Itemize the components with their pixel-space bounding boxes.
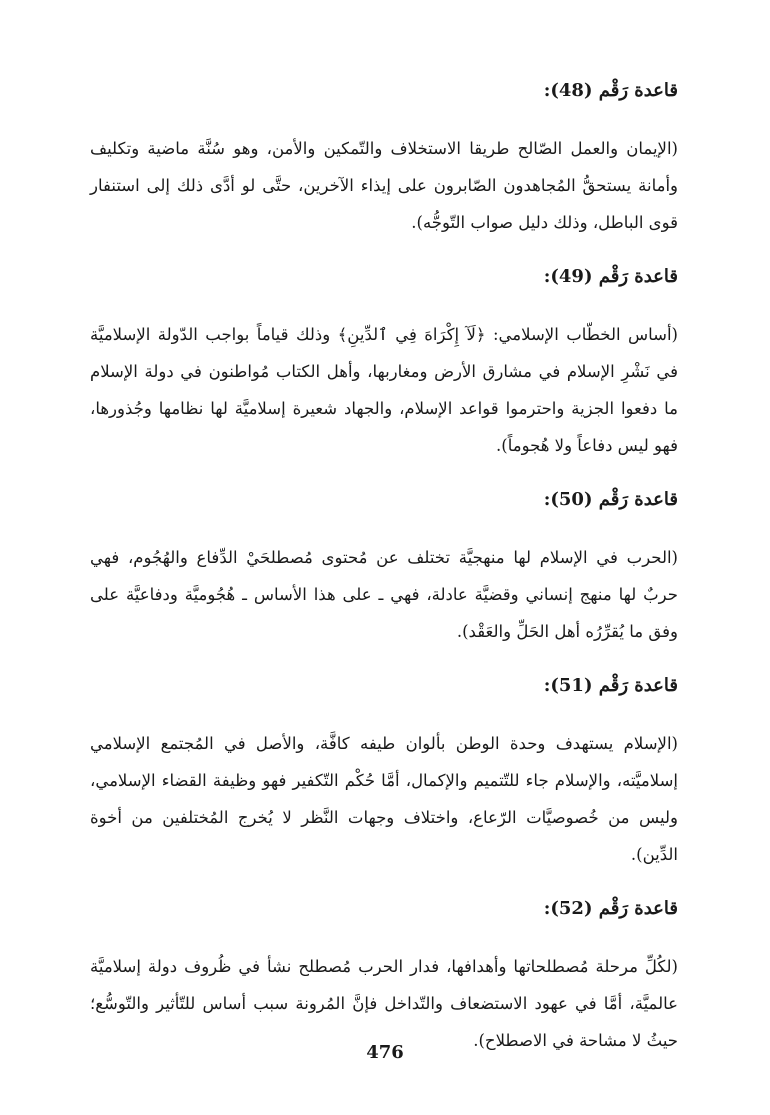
rule-text: (الحرب في الإسلام لها منهجيَّة تختلف عن مُحتوى مُصطلحَيْ الدِّفاع والهُجُوم، فهي حربٌ لها منهج إنساني وقضيَّة عادلة، فهي ـ على هذا الأساس ـ هُجُوميَّة ودفاعيَّة على وفق ما يُقرِّرُه أهل الحَلِّ والعَقْد). [90, 548, 678, 641]
rule-text: (لكُلِّ مرحلة مُصطلحاتها وأهدافها، فدار الحرب مُصطلح نشأ في ظُروف دولة إسلاميَّة عالميَّة، أمَّا في عهود الاستضعاف والتّداخل فإنَّ المُرونة سبب أساس للتّأثير والتّوسُّع؛ حيثُ لا مشاحة في الاصطلاح). [90, 957, 678, 1050]
rule-block-48 [90, 78, 678, 241]
page-number: 476 [366, 1042, 404, 1063]
rule-heading: قاعدة رَقْم (50): [543, 489, 678, 510]
rule-text: (أساس الخطّاب الإسلامي: ﴿لَآ إِكْرَاهَ فِي ٱلدِّينِ﴾ وذلك قياماً بواجب الدّولة الإسلاميَّة في نَشْرِ الإسلام في مشارق الأرض ومغاربها، وأهل الكتاب مُواطنون في دولة الإسلام ما دفعوا الجزية واحترموا قواعد الإسلام، والجهاد شعيرة إسلاميَّة لها نظامها وجُذورها، فهو ليس دفاعاً ولا هُجوماً). [90, 325, 678, 455]
rule-block-50 [90, 487, 678, 650]
rule-heading: قاعدة رَقْم (52): [543, 898, 678, 919]
rule-text: (الإيمان والعمل الصّالح طريقا الاستخلاف والتّمكين والأمن، وهو سُنَّة ماضية وتكليف وأمانة يستحقُّ المُجاهدون الصّابرون على إيذاء الآخرين، حتَّى لو أدَّى ذلك إلى استنفار قوى الباطل، وذلك دليل صواب التّوجُّه). [90, 139, 678, 232]
rule-text: (الإسلام يستهدف وحدة الوطن بألوان طيفه كافَّة، والأصل في المُجتمع الإسلامي إسلاميَّته، والإسلام جاء للتّتميم والإكمال، أمَّا حُكْم التّكفير فهو وظيفة القضاء الإسلامي، وليس من خُصوصيَّات الرّعاع، واختلاف وجهات النَّظر لا يُخرج المُختلفين من أخوة الدِّين). [90, 734, 678, 864]
rule-heading: قاعدة رَقْم (49): [543, 266, 678, 287]
rule-heading: قاعدة رَقْم (48): [543, 80, 678, 101]
rule-block-51 [90, 673, 678, 873]
page-content [90, 78, 678, 1082]
rule-block-52 [90, 896, 678, 1059]
rule-block-49 [90, 264, 678, 464]
rule-heading: قاعدة رَقْم (51): [543, 675, 678, 696]
